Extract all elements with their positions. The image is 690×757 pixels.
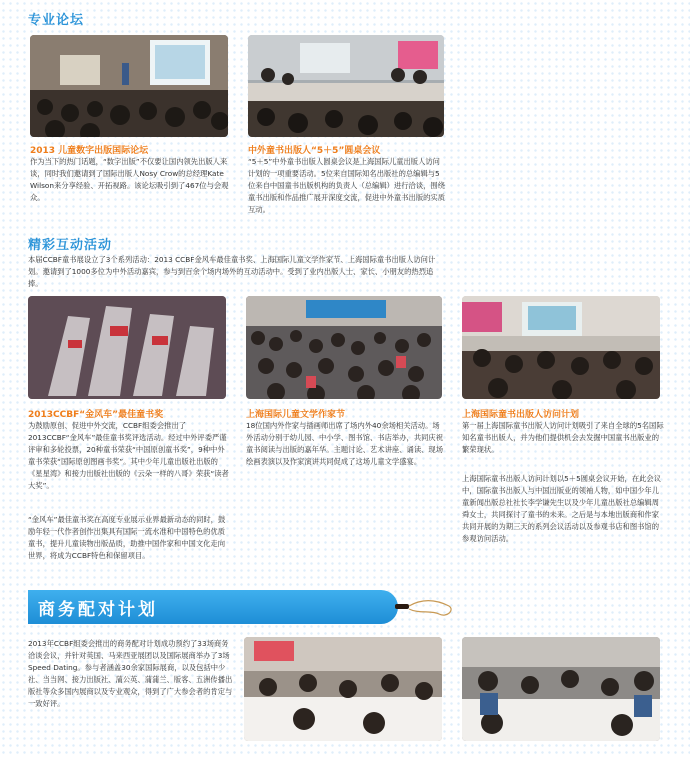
section-title-interactive: 精彩互动活动 (28, 238, 113, 253)
section-title-business: 商务配对计划 (38, 600, 158, 620)
visitor-photo (462, 296, 660, 399)
business-text: 2013年CCBF组委会推出的商务配对计划成功预约了33场商务洽谈会议，并针对英国、马来西亚展团以及国际展商举办了3场Speed Dating。参与者涵盖30余家国际展商，以及包括中少社、当当网、接力出版社、蒲公英、蒲蒲兰、版客、五洲传播出版社等众多国内展商以及专业观众，得到了广大参会者的肯定与一致好评。 (28, 639, 233, 708)
forum-left-title: 2013 儿童数字出版国际论坛 (30, 146, 149, 156)
tag-string-icon (395, 596, 455, 626)
forum-photo-right (248, 35, 444, 137)
festival-text: 18位国内外作家与插画师出席了场内外40余场相关活动。场外活动分别于幼儿园、中小学、图书馆、书店举办，共同庆祝童书阅读与出版的嘉年华。主题讨论、艺术讲座、诵读、现场绘画表演以及作家演讲共同促成了这场儿童文学盛宴。 (246, 421, 444, 466)
forum-photo-left (30, 35, 228, 137)
award-text-2: “金风车”最佳童书奖在高度专业展示业界最新动态的同时，鼓励年轻一代作者创作出集具有国际一流水准和中国特色的优质童书，提升儿童读物出版品质，助推中国作家和中国文化走向世界，将成为CCBF特色和保留项目。 (28, 515, 226, 560)
business-photo-2 (462, 637, 660, 741)
visitor-text-1: 第一届上海国际童书出版人访问计划吸引了来自全球的5名国际知名童书出版人，并为他们提供机会去发掘中国童书出版业的繁荣现状。 (462, 421, 664, 454)
forum-left-text: 作为当下的热门话题，“数字出版”不仅要让国内领先出版人来谈，同时我们邀请到了国际出版人Nosy Crow的总经理Kate Wilson来分享经验、开拓视路。该论坛吸引到了467位与会观众。 (30, 157, 229, 202)
festival-photo (246, 296, 442, 399)
interactive-intro: 本届CCBF童书展设立了3个系列活动：2013 CCBF金风车最佳童书奖、上海国际儿童文学作家节、上海国际童书出版人访问计划。邀请到了1000多位为中外活动嘉宾，参与到百余个场内场外的互动活动中。受到了业内出版人士、家长、小朋友的热烈追捧。 (28, 255, 436, 288)
forum-right-title: 中外童书出版人“5＋5”圆桌会议 (248, 146, 381, 156)
award-text-1: 为鼓励原创、促进中外交流，CCBF组委会推出了2013CCBF“金风车”最佳童书奖评选活动。经过中外评委严谨评审和多轮投票，20种童书荣获“中国原创童书奖”，9种中外童书荣获“国际原创图画书奖”。其中少年儿童出版社出版的《星星湾》和接力出版社出版的《云朵一样的八哥》荣获“读者大奖”。 (28, 421, 229, 490)
festival-title: 上海国际儿童文学作家节 (246, 410, 346, 420)
business-banner (28, 590, 398, 624)
forum-right-text: “5＋5”中外童书出版人圆桌会议是上海国际儿童出版人访问计划的一项重要活动。5位来自国际知名出版社的总编辑与5位来自中国童书出版机构的负责人（总编辑）进行洽谈，围绕童书出版和作品推广展开深度交流，促进中外童书出版的实质互动。 (248, 157, 446, 214)
business-photo-1 (244, 637, 442, 741)
award-photo (28, 296, 226, 399)
visitor-text-2: 上海国际童书出版人访问计划以5＋5圆桌会议开始，在此会议中，国际童书出版人与中国出版业的领袖人物，如中国少年儿童新闻出版总社社长李学谦先生以及少年儿童出版社总编辑周舜女士，共同探讨了童书的未来。之后是与本地出版商和作家共同开展的为期三天的系列会议活动以及参观书店和图书馆的参观访问活动。 (462, 474, 662, 543)
section-title-forum: 专业论坛 (28, 13, 85, 28)
award-title: 2013CCBF“金风车”最佳童书奖 (28, 410, 164, 420)
visitor-title: 上海国际童书出版人访问计划 (462, 410, 580, 420)
